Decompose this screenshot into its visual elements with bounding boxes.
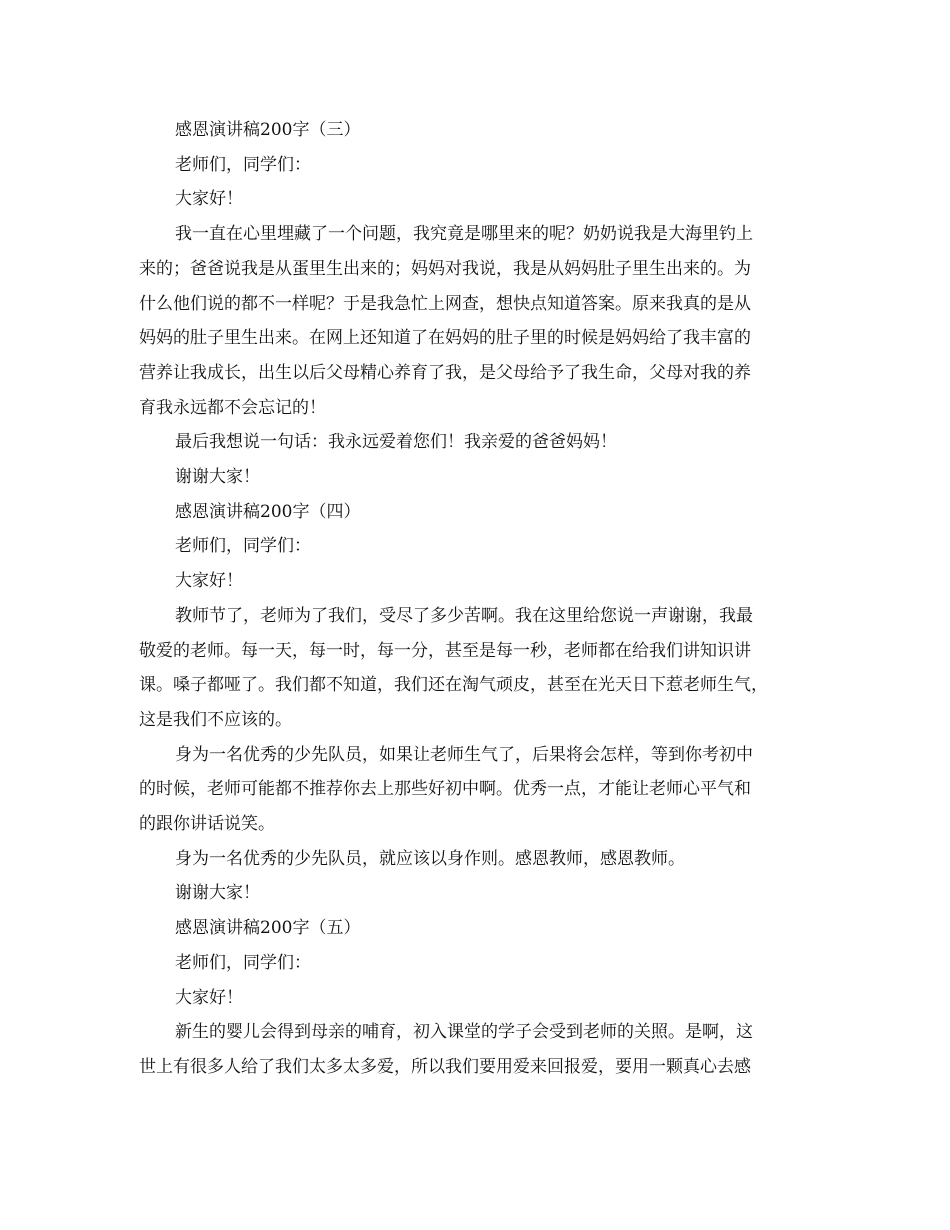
paragraph	[139, 599, 815, 738]
text-line: 这是我们不应该的。	[139, 709, 292, 730]
text-line: 营养让我成长，出生以后父母精心养育了我，是父母给予了我生命，父母对我的养	[139, 362, 751, 383]
text-line: 身为一名优秀的少先队员，就应该以身作则。感恩教师，感恩教师。	[175, 848, 685, 869]
section-title: 感恩演讲稿200字（三）	[175, 120, 361, 140]
section-3	[139, 113, 815, 495]
text-line: 什么他们说的都不一样呢？于是我急忙上网查，想快点知道答案。原来我真的是从	[139, 293, 751, 314]
paragraph	[139, 842, 815, 877]
section-5	[139, 911, 815, 1085]
hello-line: 大家好！	[175, 189, 243, 210]
paragraph	[139, 217, 815, 425]
thanks-line: 谢谢大家！	[175, 467, 260, 488]
section-title: 感恩演讲稿200字（五）	[175, 918, 361, 939]
hello-line: 大家好！	[175, 987, 243, 1008]
text-line: 的时候，老师可能都不推荐你去上那些好初中啊。优秀一点，才能让老师心平气和	[139, 779, 751, 800]
text-line: 育我永远都不会忘记的！	[139, 397, 326, 418]
text-line: 最后我想说一句话：我永远爱着您们！我亲爱的爸爸妈妈！	[175, 432, 617, 453]
text-line: 新生的婴儿会得到母亲的哺育，初入课堂的学子会受到老师的关照。是啊，这	[175, 1022, 753, 1043]
text-line: 敬爱的老师。每一天，每一时，每一分，甚至是每一秒，老师都在给我们讲知识讲	[139, 640, 751, 661]
text-line: 我一直在心里埋藏了一个问题，我究竟是哪里来的呢？奶奶说我是大海里钓上	[175, 224, 753, 245]
text-line: 来的；爸爸说我是从蛋里生出来的；妈妈对我说，我是从妈妈肚子里生出来的。为	[139, 258, 751, 279]
paragraph	[139, 738, 815, 842]
text-line: 的跟你讲话说笑。	[139, 814, 275, 835]
document-body	[139, 113, 815, 1085]
text-line: 妈妈的肚子里生出来。在网上还知道了在妈妈的肚子里的时候是妈妈给了我丰富的	[139, 328, 751, 349]
text-line: 课。嗓子都哑了。我们都不知道，我们还在淘气顽皮，甚至在光天日下惹老师生气，	[139, 675, 768, 696]
greeting-line: 老师们，同学们：	[175, 536, 311, 557]
text-line: 教师节了，老师为了我们，受尽了多少苦啊。我在这里给您说一声谢谢，我最	[175, 605, 753, 626]
hello-line: 大家好！	[175, 571, 243, 592]
section-title: 感恩演讲稿200字（四）	[175, 501, 361, 522]
text-line: 身为一名优秀的少先队员，如果让老师生气了，后果将会怎样，等到你考初中	[175, 744, 753, 765]
greeting-line: 老师们，同学们：	[175, 952, 311, 973]
greeting-line: 老师们，同学们：	[175, 154, 311, 175]
text-line: 世上有很多人给了我们太多太多爱，所以我们要用爱来回报爱，要用一颗真心去感	[139, 1056, 751, 1077]
thanks-line: 谢谢大家！	[175, 883, 260, 904]
section-4	[139, 495, 815, 911]
paragraph	[139, 1015, 815, 1084]
paragraph	[139, 425, 815, 460]
